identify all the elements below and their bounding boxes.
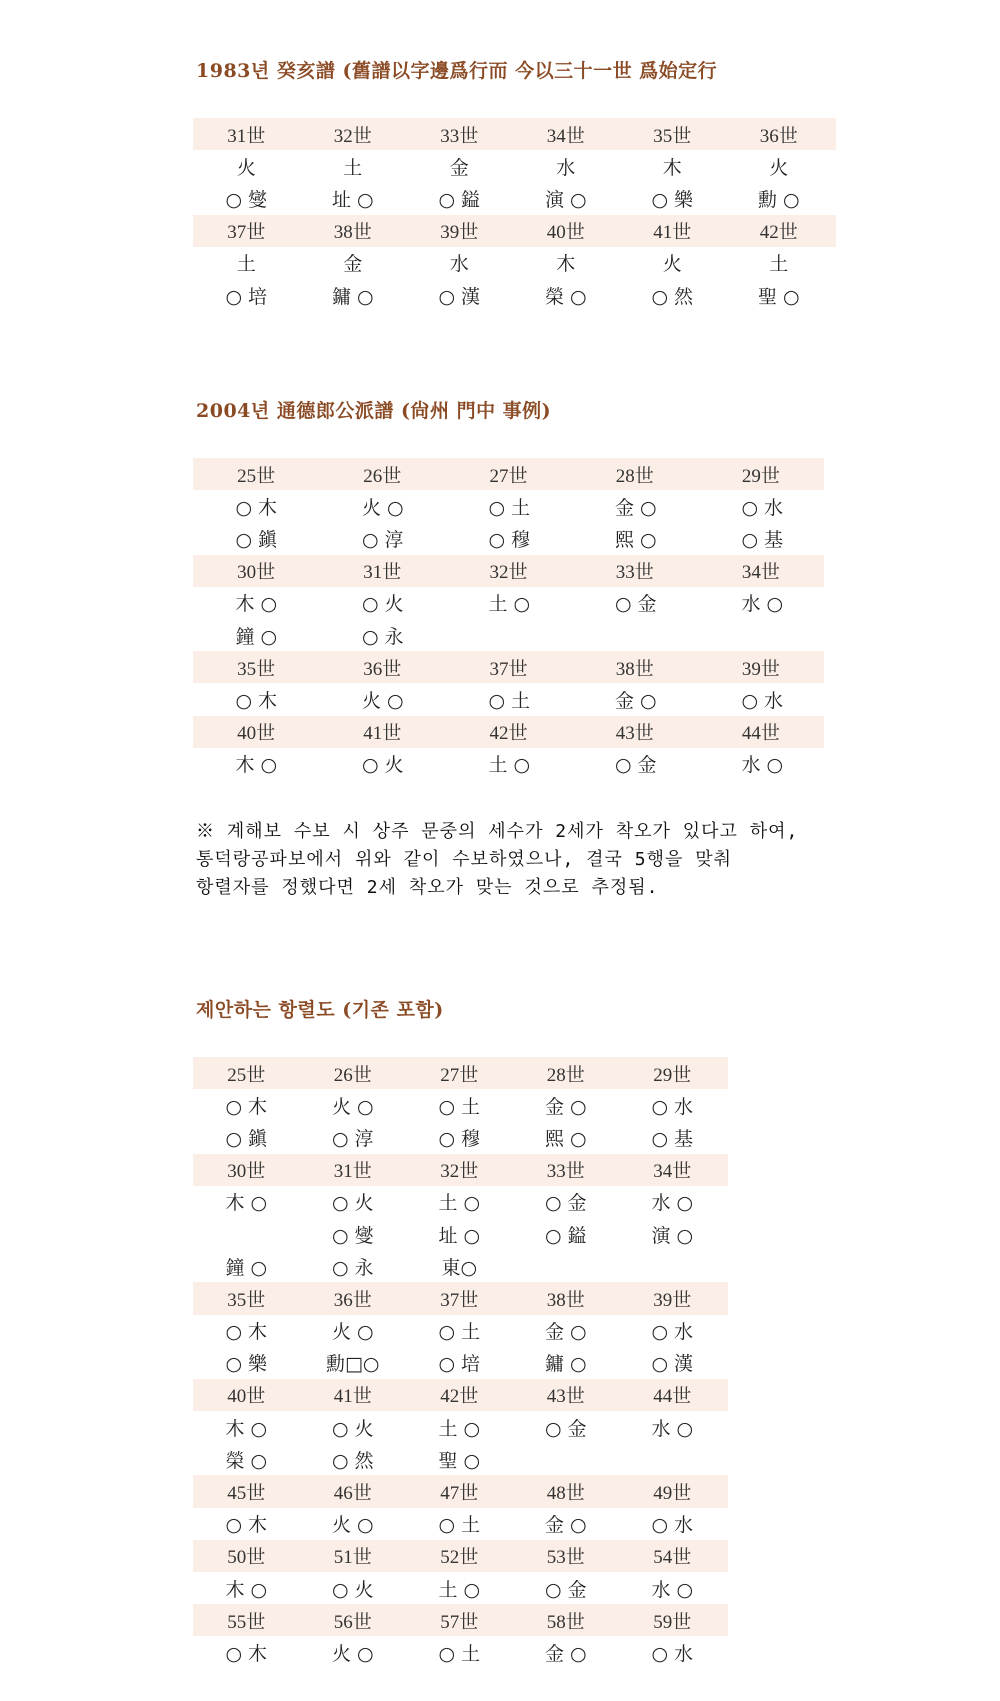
table-cell: 金 ○ <box>614 496 657 519</box>
generation-label: 46世 <box>333 1483 372 1505</box>
table-cell: ○ 火 <box>331 1417 374 1440</box>
table-cell: 火 ○ <box>361 689 404 712</box>
generation-label: 29世 <box>653 1064 692 1086</box>
generation-label: 49世 <box>653 1483 692 1505</box>
generation-label: 40世 <box>227 1386 266 1408</box>
section-3-title: 제안하는 항렬도 (기존 포함) <box>196 999 444 1021</box>
table-cell: ○ 燮 <box>225 188 268 211</box>
generation-label: 44世 <box>741 723 780 745</box>
table-cell: 東○ <box>441 1256 478 1279</box>
generation-label: 32世 <box>440 1161 479 1183</box>
generation-label: 41世 <box>363 723 402 745</box>
table-cell: ○ 木 <box>225 1642 268 1665</box>
table-cell: ○ 水 <box>651 1095 694 1118</box>
generation-label: 38世 <box>333 222 372 244</box>
table-cell: 火 ○ <box>361 496 404 519</box>
generation-label: 56世 <box>333 1611 372 1633</box>
generation-label: 27世 <box>489 465 528 487</box>
table-cell: 火 <box>662 253 682 276</box>
table-cell: ○ 土 <box>488 496 531 519</box>
table-cell: ○ 金 <box>544 1578 587 1601</box>
table-cell: 聖 ○ <box>438 1449 481 1472</box>
generation-header-row <box>193 1540 728 1572</box>
generation-label: 36世 <box>363 658 402 680</box>
generation-label: 34世 <box>546 125 585 147</box>
generation-label: 31世 <box>333 1161 372 1183</box>
generation-header-row <box>193 458 824 490</box>
generation-label: 32世 <box>333 125 372 147</box>
table-cell: ○ 木 <box>225 1514 268 1537</box>
table-cell: ○ 土 <box>438 1321 481 1344</box>
table-cell: ○ 火 <box>361 593 404 616</box>
table-cell: 金 <box>343 253 363 276</box>
generation-label: 41世 <box>653 222 692 244</box>
generation-label: 38世 <box>546 1289 585 1311</box>
table-cell: ○ 培 <box>225 285 268 308</box>
generation-label: 39世 <box>741 658 780 680</box>
table-cell: ○ 金 <box>544 1417 587 1440</box>
table-cell: ○ 淳 <box>361 528 404 551</box>
table-row <box>193 1121 728 1153</box>
generation-label: 48世 <box>546 1483 585 1505</box>
table-cell: 土 ○ <box>488 593 531 616</box>
table-cell: ○ 基 <box>741 528 784 551</box>
table-cell: ○ 鎭 <box>225 1127 268 1150</box>
table-cell: ○ 土 <box>438 1642 481 1665</box>
table-cell: ○ 培 <box>438 1353 481 1376</box>
table-row <box>193 683 826 715</box>
generation-header-row <box>193 716 824 748</box>
generation-label: 33世 <box>615 562 654 584</box>
table-cell: ○ 水 <box>741 689 784 712</box>
table-cell: ○ 金 <box>614 754 657 777</box>
table-cell: 水 ○ <box>651 1417 694 1440</box>
table-cell: ○ 鎭 <box>235 528 278 551</box>
table-cell: ○ 火 <box>331 1578 374 1601</box>
generation-label: 42世 <box>440 1386 479 1408</box>
table-cell: 土 ○ <box>488 754 531 777</box>
generation-label: 39世 <box>440 222 479 244</box>
table-cell: ○ 燮 <box>331 1224 374 1247</box>
generation-header-row <box>193 651 824 683</box>
table-cell: 勳 ○ <box>757 188 800 211</box>
table-cell: 鏞 ○ <box>544 1353 587 1376</box>
generation-header-row <box>193 215 836 247</box>
table-row <box>193 150 837 182</box>
table-cell: ○ 穆 <box>438 1127 481 1150</box>
section-2-title: 2004년 通德郎公派譜 (尙州 門中 事例) <box>196 400 552 422</box>
section-2-table <box>193 458 826 780</box>
generation-label: 30世 <box>227 1161 266 1183</box>
note-line: 항렬자를 정했다면 2세 착오가 맞는 것으로 추정됨. <box>196 877 659 898</box>
table-cell: 金 ○ <box>544 1095 587 1118</box>
generation-label: 42世 <box>759 222 798 244</box>
table-cell: 木 <box>662 156 682 179</box>
generation-label: 27世 <box>440 1064 479 1086</box>
table-cell: 鐘 ○ <box>235 625 278 648</box>
table-row <box>193 748 826 780</box>
table-cell: ○ 土 <box>438 1095 481 1118</box>
table-cell: 火 ○ <box>331 1642 374 1665</box>
generation-header-row <box>193 118 836 150</box>
table-cell: ○ 土 <box>488 689 531 712</box>
table-cell: 金 ○ <box>544 1642 587 1665</box>
generation-label: 36世 <box>759 125 798 147</box>
table-row <box>193 490 826 522</box>
generation-label: 36世 <box>333 1289 372 1311</box>
table-cell: 勳□○ <box>325 1353 380 1376</box>
table-cell: ○ 水 <box>651 1321 694 1344</box>
generation-label: 28世 <box>615 465 654 487</box>
generation-label: 47世 <box>440 1483 479 1505</box>
generation-label: 37世 <box>227 222 266 244</box>
generation-label: 25世 <box>237 465 276 487</box>
table-row <box>193 1186 728 1218</box>
generation-label: 38世 <box>615 658 654 680</box>
generation-label: 29世 <box>741 465 780 487</box>
table-cell: 演 ○ <box>651 1224 694 1247</box>
section-3-table <box>193 1057 728 1669</box>
table-cell: 土 ○ <box>438 1417 481 1440</box>
table-row <box>193 182 837 214</box>
table-row <box>193 1572 728 1604</box>
table-cell: 金 ○ <box>544 1321 587 1344</box>
table-cell: ○ 土 <box>438 1514 481 1537</box>
table-row <box>193 1443 728 1475</box>
generation-label: 57世 <box>440 1611 479 1633</box>
table-cell: 水 ○ <box>741 754 784 777</box>
table-cell: ○ 鎰 <box>438 188 481 211</box>
table-cell: ○ 永 <box>331 1256 374 1279</box>
generation-label: 42世 <box>489 723 528 745</box>
table-row <box>193 522 826 554</box>
table-cell: ○ 水 <box>741 496 784 519</box>
table-cell: 木 ○ <box>225 1578 268 1601</box>
generation-label: 40世 <box>237 723 276 745</box>
table-cell: 木 ○ <box>225 1192 268 1215</box>
table-cell: 金 ○ <box>544 1514 587 1537</box>
table-cell: 址 ○ <box>438 1224 481 1247</box>
table-cell: ○ 木 <box>235 689 278 712</box>
table-cell: ○ 樂 <box>225 1353 268 1376</box>
table-row <box>193 1347 728 1379</box>
table-cell: 水 ○ <box>741 593 784 616</box>
generation-header-row <box>193 1475 728 1507</box>
table-row <box>193 587 826 619</box>
generation-label: 31世 <box>363 562 402 584</box>
table-row <box>193 1636 728 1668</box>
generation-label: 35世 <box>653 125 692 147</box>
generation-label: 52世 <box>440 1547 479 1569</box>
generation-header-row <box>193 1282 728 1314</box>
generation-label: 45世 <box>227 1483 266 1505</box>
table-row <box>193 1218 728 1250</box>
table-cell: ○ 火 <box>361 754 404 777</box>
table-row <box>193 619 826 651</box>
generation-label: 54世 <box>653 1547 692 1569</box>
note-line: ※ 계해보 수보 시 상주 문중의 세수가 2세가 착오가 있다고 하여, <box>196 821 799 842</box>
table-row <box>193 247 837 279</box>
generation-label: 43世 <box>615 723 654 745</box>
generation-header-row <box>193 1379 728 1411</box>
generation-label: 40世 <box>546 222 585 244</box>
generation-label: 28世 <box>546 1064 585 1086</box>
table-cell: 金 <box>449 156 469 179</box>
table-cell: 土 ○ <box>438 1192 481 1215</box>
table-cell: ○ 火 <box>331 1192 374 1215</box>
note-line: 통덕랑공파보에서 위와 같이 수보하였으나, 결국 5행을 맞춰 <box>196 849 733 870</box>
section-1-table <box>193 118 837 311</box>
table-cell: 水 ○ <box>651 1578 694 1601</box>
generation-label: 53世 <box>546 1547 585 1569</box>
table-cell: ○ 淳 <box>331 1127 374 1150</box>
generation-label: 33世 <box>440 125 479 147</box>
table-cell: 演 ○ <box>544 188 587 211</box>
table-cell: 熙 ○ <box>614 528 657 551</box>
table-cell: ○ 水 <box>651 1514 694 1537</box>
generation-label: 33世 <box>546 1161 585 1183</box>
table-cell: 土 <box>769 253 789 276</box>
generation-label: 58世 <box>546 1611 585 1633</box>
table-cell: 水 <box>449 253 469 276</box>
table-cell: 火 <box>769 156 789 179</box>
generation-label: 25世 <box>227 1064 266 1086</box>
generation-label: 31世 <box>227 125 266 147</box>
generation-label: 37世 <box>489 658 528 680</box>
table-cell: 鏞 ○ <box>331 285 374 308</box>
table-cell: 木 ○ <box>235 754 278 777</box>
table-cell: ○ 永 <box>361 625 404 648</box>
table-cell: ○ 然 <box>331 1449 374 1472</box>
generation-header-row <box>193 1604 728 1636</box>
table-cell: 鐘 ○ <box>225 1256 268 1279</box>
table-cell: 火 ○ <box>331 1514 374 1537</box>
generation-label: 41世 <box>333 1386 372 1408</box>
table-cell: 金 ○ <box>614 689 657 712</box>
table-cell: 土 ○ <box>438 1578 481 1601</box>
table-cell: 榮 ○ <box>225 1449 268 1472</box>
table-cell: ○ 木 <box>225 1321 268 1344</box>
generation-label: 50世 <box>227 1547 266 1569</box>
table-cell: 火 ○ <box>331 1095 374 1118</box>
table-cell: ○ 金 <box>614 593 657 616</box>
generation-label: 37世 <box>440 1289 479 1311</box>
generation-label: 30世 <box>237 562 276 584</box>
table-cell: ○ 漢 <box>651 1353 694 1376</box>
generation-label: 39世 <box>653 1289 692 1311</box>
generation-header-row <box>193 555 824 587</box>
table-cell: ○ 木 <box>235 496 278 519</box>
generation-label: 34世 <box>653 1161 692 1183</box>
generation-label: 51世 <box>333 1547 372 1569</box>
table-cell: ○ 水 <box>651 1642 694 1665</box>
table-cell: ○ 穆 <box>488 528 531 551</box>
generation-label: 44世 <box>653 1386 692 1408</box>
table-cell: 址 ○ <box>331 188 374 211</box>
note-text <box>196 818 798 902</box>
table-cell: 木 ○ <box>225 1417 268 1440</box>
table-cell: ○ 金 <box>544 1192 587 1215</box>
section-1-title: 1983년 癸亥譜 (舊譜以字邊爲行而 今以三十一世 爲始定行 <box>196 60 718 82</box>
table-cell: 木 <box>556 253 576 276</box>
table-cell: ○ 鎰 <box>544 1224 587 1247</box>
table-cell: 熙 ○ <box>544 1127 587 1150</box>
generation-label: 34世 <box>741 562 780 584</box>
generation-label: 26世 <box>333 1064 372 1086</box>
table-cell: 火 ○ <box>331 1321 374 1344</box>
table-cell: ○ 木 <box>225 1095 268 1118</box>
generation-label: 59世 <box>653 1611 692 1633</box>
table-cell: 水 <box>556 156 576 179</box>
generation-header-row <box>193 1154 728 1186</box>
table-cell: ○ 樂 <box>651 188 694 211</box>
table-cell: ○ 基 <box>651 1127 694 1150</box>
generation-label: 26世 <box>363 465 402 487</box>
generation-label: 55世 <box>227 1611 266 1633</box>
generation-label: 32世 <box>489 562 528 584</box>
generation-label: 35世 <box>237 658 276 680</box>
table-row <box>193 1250 728 1282</box>
table-cell: 火 <box>236 156 256 179</box>
generation-header-row <box>193 1057 728 1089</box>
table-cell: ○ 漢 <box>438 285 481 308</box>
table-row <box>193 1411 728 1443</box>
table-cell: 聖 ○ <box>757 285 800 308</box>
table-cell: 水 ○ <box>651 1192 694 1215</box>
generation-label: 35世 <box>227 1289 266 1311</box>
table-cell: 土 <box>236 253 256 276</box>
table-cell: 榮 ○ <box>544 285 587 308</box>
table-row <box>193 1508 728 1540</box>
table-row <box>193 279 837 311</box>
table-cell: 土 <box>343 156 363 179</box>
generation-label: 43世 <box>546 1386 585 1408</box>
table-row <box>193 1315 728 1347</box>
table-cell: 木 ○ <box>235 593 278 616</box>
table-row <box>193 1089 728 1121</box>
table-cell: ○ 然 <box>651 285 694 308</box>
